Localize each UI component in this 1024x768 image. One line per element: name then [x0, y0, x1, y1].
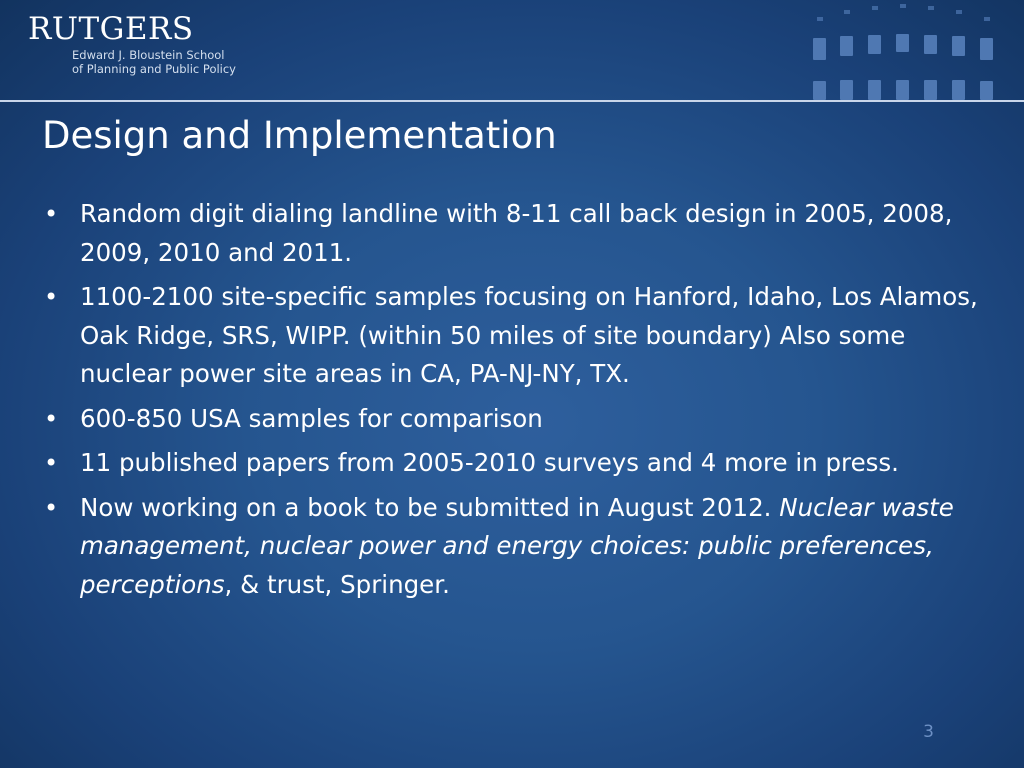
bullet-icon: • [44, 404, 59, 433]
slide-title: Design and Implementation [42, 114, 557, 157]
bullet-text: 1100-2100 site-specific samples focusing on Hanford, Idaho, Los Alamos, Oak Ridge, SRS, WIPP. (within 50 miles of site boundary) Also some nuclear power site areas in CA, PA-NJ-NY, TX. [80, 282, 978, 388]
bullet-item [42, 195, 982, 272]
bullet-text: 600-850 USA samples for comparison [80, 403, 543, 433]
bullet-icon: • [44, 200, 59, 228]
logo-subtitle-line2: of Planning and Public Policy [72, 62, 236, 76]
bullet-item [42, 278, 982, 394]
bullet-item [42, 444, 982, 483]
bullet-item [42, 400, 982, 439]
bullet-text: 11 published papers from 2005-2010 surveys and 4 more in press. [80, 448, 899, 477]
building-windows-graphic [804, 0, 1010, 102]
book-title-rest: , & trust, Springer. [224, 569, 450, 599]
rutgers-logo [28, 10, 268, 76]
logo-subtitle-line1: Edward J. Bloustein School [72, 48, 225, 62]
slide-header [0, 0, 1024, 102]
book-title: Nuclear waste management, nuclear power and energy choices: public preferences, perceptions [80, 492, 954, 599]
header-divider [0, 100, 1024, 102]
bullet-list [42, 195, 982, 610]
bullet-icon: • [44, 283, 59, 311]
logo-wordmark: RUTGERS [28, 11, 194, 47]
bullet-icon: • [44, 449, 59, 477]
bullet-item [42, 489, 982, 605]
bullet-text: Random digit dialing landline with 8-11 call back design in 2005, 2008, 2009, 2010 and 2011. [80, 199, 953, 267]
bullet-icon: • [44, 493, 59, 522]
page-number: 3 [923, 722, 934, 742]
bullet-text: Now working on a book to be submitted in August 2012. [80, 492, 772, 522]
